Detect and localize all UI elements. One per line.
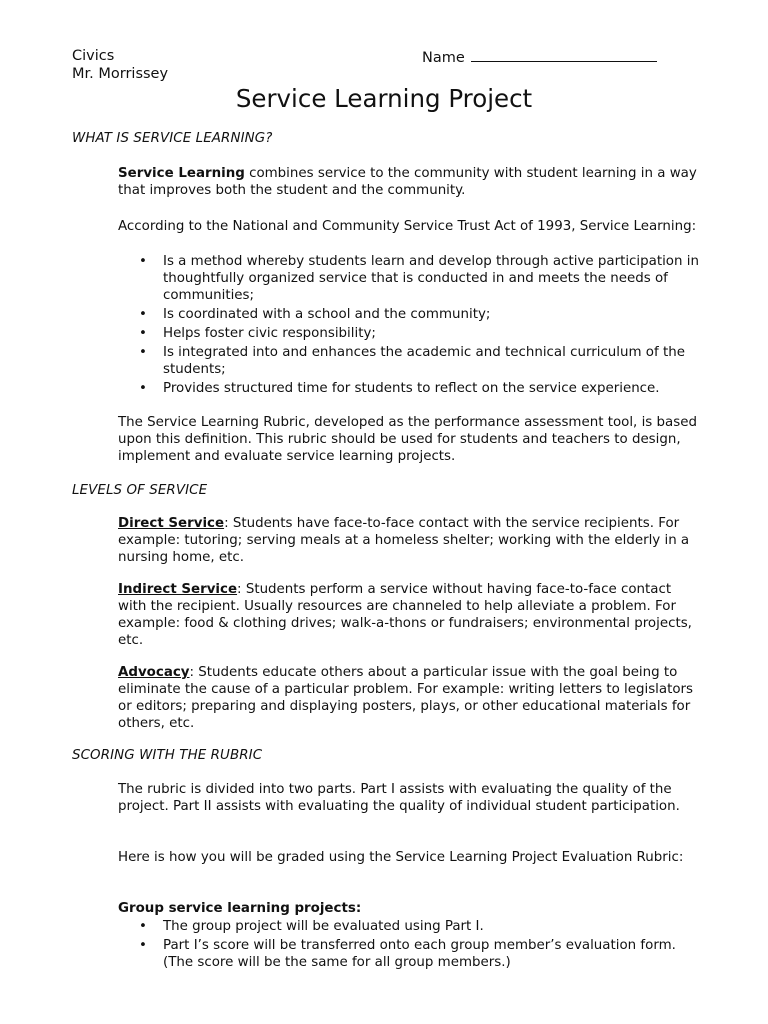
list-item: • Helps foster civic responsibility; (139, 326, 376, 341)
grading-paragraph (118, 849, 703, 866)
group-projects-heading (118, 900, 703, 917)
advocacy-paragraph (118, 664, 703, 732)
header-left (72, 47, 168, 83)
act-paragraph (118, 218, 703, 235)
list-item: • Part I’s score will be transferred onto each group member’s evaluation form. (The score will be the same for all group members.) (139, 938, 676, 970)
list-item: • Is a method whereby students learn and develop through active participation in thoughtfully organized service that is conducted in and meets the needs of communities; (139, 254, 699, 303)
page-title: Service Learning Project (235, 84, 533, 113)
section-heading-levels: LEVELS OF SERVICE (72, 483, 208, 498)
teacher-label: Mr. Morrissey (72, 66, 169, 82)
act-text: According to the National and Community Service Trust Act of 1993, Service Learning: (118, 219, 697, 234)
list-item: • Provides structured time for students to reflect on the service experience. (139, 381, 660, 396)
course-label: Civics (72, 48, 115, 64)
definition-paragraph (118, 165, 703, 199)
indirect-service-term: Indirect Service (118, 582, 238, 597)
name-label: Name (422, 50, 465, 66)
group-projects-list (118, 918, 703, 973)
name-blank-line (471, 47, 657, 62)
definition-term: Service Learning (118, 166, 245, 181)
rubric-paragraph (118, 414, 703, 465)
direct-service-term: Direct Service (118, 516, 225, 531)
rubric-parts-text: The rubric is divided into two parts. Part I assists with evaluating the quality of the project. Part II assists with evaluating the quality of individual student participation. (118, 782, 680, 814)
group-projects-title: Group service learning projects: (118, 901, 362, 916)
list-item: • The group project will be evaluated using Part I. (139, 919, 484, 934)
service-learning-criteria-list (118, 253, 703, 399)
list-item: • Is coordinated with a school and the community; (139, 307, 491, 322)
section-heading-what: WHAT IS SERVICE LEARNING? (72, 131, 273, 146)
direct-service-paragraph (118, 515, 703, 566)
section-heading-scoring: SCORING WITH THE RUBRIC (72, 748, 263, 763)
indirect-service-text: : Students perform a service without having face-to-face contact with the recipient. Usually resources are channeled to help alleviate a problem. For example: food & clothing drives; walk-a-thons or fundraisers; environmental projects, etc. (118, 582, 692, 648)
rubric-text: The Service Learning Rubric, developed as the performance assessment tool, is based upon this definition. This rubric should be used for students and teachers to design, implement and evaluate service learning projects. (118, 415, 697, 464)
rubric-parts-paragraph (118, 781, 703, 815)
grading-text: Here is how you will be graded using the Service Learning Project Evaluation Rubric: (118, 850, 684, 865)
advocacy-term: Advocacy (118, 665, 190, 680)
direct-service-text: : Students have face-to-face contact with the service recipients. For example: tutoring; serving meals at a homeless shelter; working with the elderly in a nursing home, etc. (118, 516, 690, 565)
indirect-service-paragraph (118, 581, 703, 649)
list-item: • Is integrated into and enhances the academic and technical curriculum of the students; (139, 345, 685, 377)
definition-text: combines service to the community with student learning in a way that improves both the student and the community. (118, 166, 697, 198)
advocacy-text: : Students educate others about a particular issue with the goal being to eliminate the cause of a particular problem. For example: writing letters to legislators or editors; preparing and displaying posters, plays, or other educational materials for others, etc. (118, 665, 694, 731)
name-field (422, 47, 657, 67)
